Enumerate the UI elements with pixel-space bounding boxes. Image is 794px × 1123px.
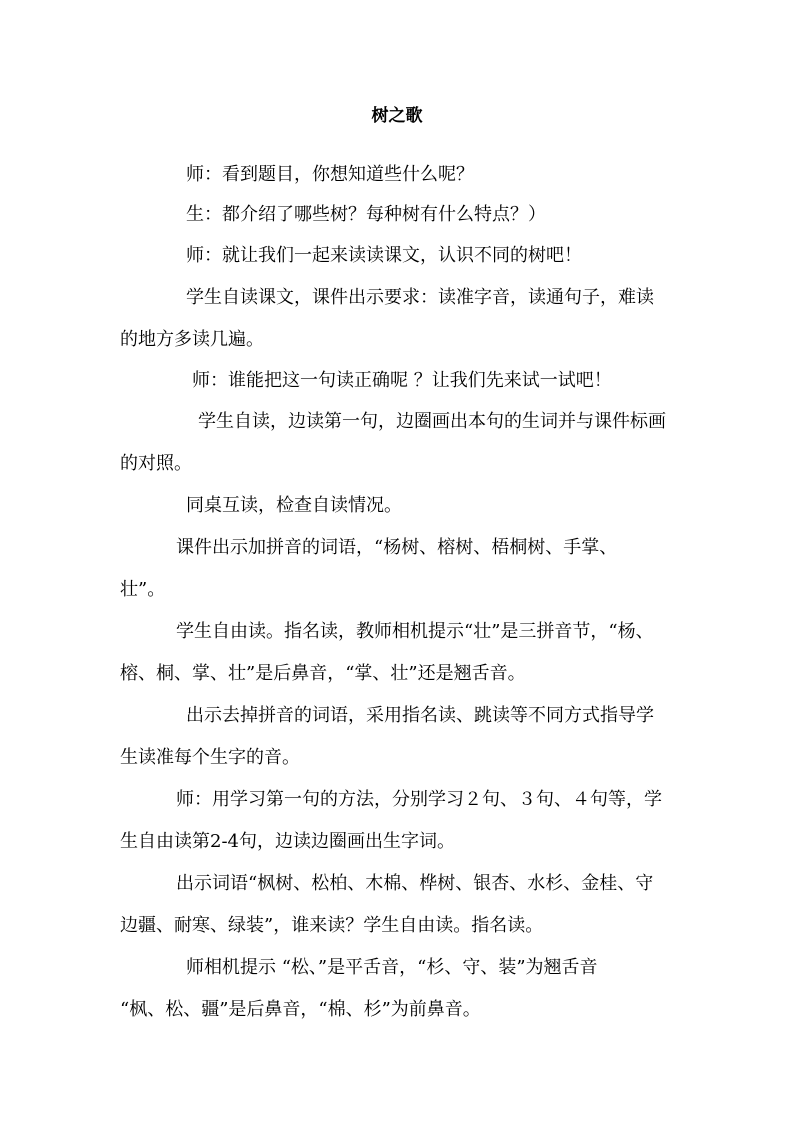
paragraph-12 <box>120 868 680 942</box>
paragraph-line: 的对照。 <box>120 453 192 474</box>
paragraph-line: 壮”。 <box>120 579 166 600</box>
paragraph-line: 出示去掉拼音的词语，采用指名读、跳读等不同方式指导学 <box>186 705 654 726</box>
paragraph-8 <box>120 532 680 606</box>
paragraph-line: 边疆、耐寒、绿装”，谁来读？学生自由读。指名读。 <box>120 915 544 936</box>
paragraph-11 <box>120 784 680 858</box>
paragraph-line: 同桌互读，检查自读情况。 <box>186 495 402 516</box>
paragraph-line: 学生自由读。指名读，教师相机提示“壮”是三拼音节，“杨、 <box>176 621 654 642</box>
paragraph-9 <box>120 616 680 690</box>
paragraph-line: 生自由读第2-4句，边读边圈画出生字词。 <box>120 831 455 852</box>
paragraph-line: 出示词语“枫树、松柏、木棉、桦树、银杏、水杉、金桂、守 <box>176 873 654 894</box>
paragraph-line: 师：看到题目，你想知道些什么呢？ <box>186 164 474 185</box>
paragraph-line: “枫、松、疆”是后鼻音，“棉、杉”为前鼻音。 <box>120 999 481 1020</box>
paragraph-line: 师：谁能把这一句读正确呢 ？让我们先来试一试吧！ <box>192 370 612 391</box>
paragraph-line: 师相机提示 “松、”是平舌音，“杉、守、装”为翘舌音 <box>186 957 598 978</box>
paragraph-line: 师：就让我们一起来读读课文，认识不同的树吧！ <box>186 245 582 266</box>
paragraph-line: 师：用学习第一句的方法，分别学习２句、３句、４句等，学 <box>176 789 662 810</box>
paragraph-6 <box>120 406 680 480</box>
paragraph-line: 学生自读课文，课件出示要求：读准字音，读通句子，难读 <box>186 287 654 308</box>
paragraph-line: 学生自读，边读第一句，边圈画出本句的生词并与课件标画 <box>198 411 666 432</box>
paragraph-1 <box>120 159 680 191</box>
paragraph-7 <box>120 490 680 522</box>
paragraph-2 <box>120 199 680 231</box>
document-title: 树之歌 <box>371 106 423 126</box>
paragraph-13 <box>120 952 680 1026</box>
paragraph-5 <box>120 365 680 397</box>
paragraph-line: 生读准每个生字的音。 <box>120 747 300 768</box>
paragraph-line: 榕、桐、掌、壮”是后鼻音，“掌、壮”还是翘舌音。 <box>120 663 526 684</box>
paragraph-line: 生：都介绍了哪些树？每种树有什么特点？） <box>186 204 546 225</box>
paragraph-line: 课件出示加拼音的词语，“杨树、榕树、梧桐树、手掌、 <box>176 537 618 558</box>
paragraph-10 <box>120 700 680 774</box>
paragraph-4 <box>120 282 680 356</box>
paragraph-3 <box>120 240 680 272</box>
paragraph-line: 的地方多读几遍。 <box>120 329 264 350</box>
